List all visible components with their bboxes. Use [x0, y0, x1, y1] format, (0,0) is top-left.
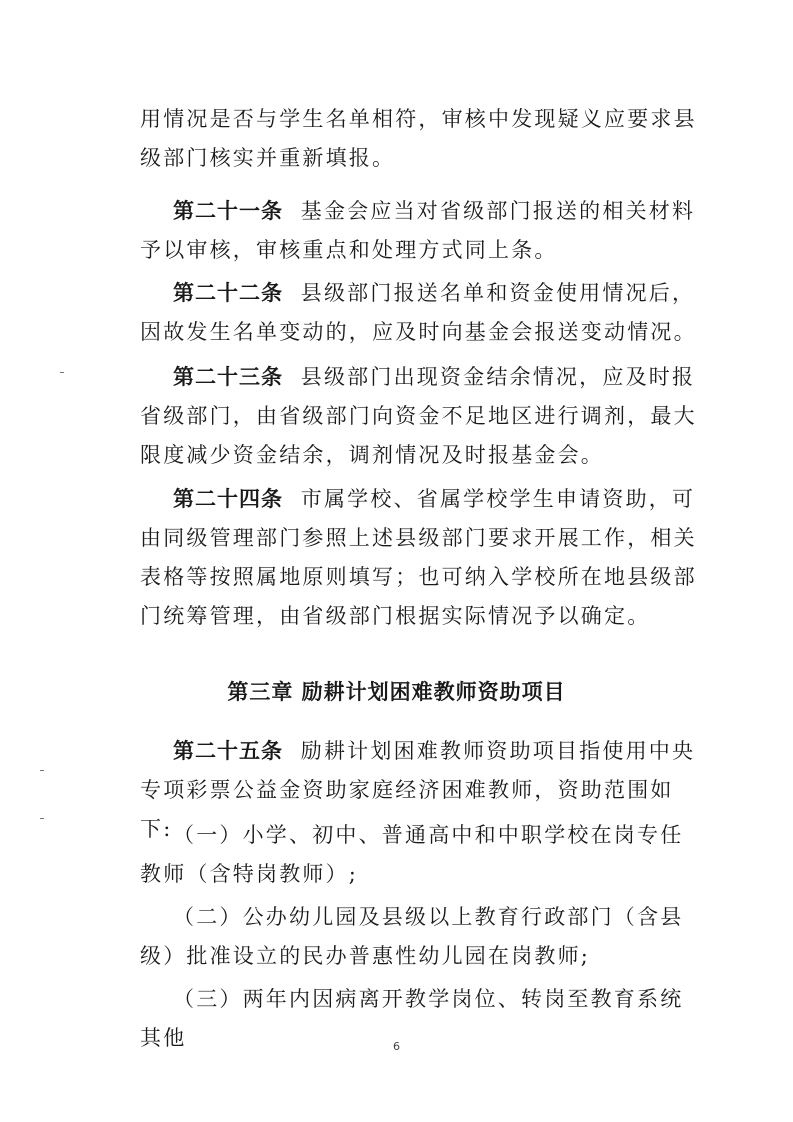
scan-speck — [40, 770, 44, 771]
list-item-text: （一）小学、初中、普通高中和中职学校在岗专任教师（含特岗教师）; — [140, 823, 684, 886]
article-21 — [140, 192, 700, 270]
scan-speck — [40, 818, 44, 819]
list-item-1 — [140, 816, 700, 894]
article-text: 县级部门报送名单和资金使用情况后，因故发生名单变动的，应及时向基金会报送变动情况。 — [140, 281, 697, 344]
article-24 — [140, 480, 700, 636]
article-heading: 第二十三条 — [173, 365, 283, 389]
article-heading: 第二十一条 — [173, 199, 283, 223]
article-22 — [140, 274, 700, 352]
article-text: 励耕计划困难教师资助项目指使用中央专项彩票公益金资助家庭经济困难教师，资助范围如下: — [140, 739, 696, 841]
article-heading: 第二十五条 — [173, 739, 283, 763]
article-heading: 第二十二条 — [173, 281, 283, 305]
paragraph-text: 用情况是否与学生名单相符，审核中发现疑义应要求县级部门核实并重新填报。 — [140, 107, 697, 170]
paragraph-continuation — [140, 100, 700, 178]
chapter-title: 第三章 励耕计划困难教师资助项目 — [227, 680, 566, 704]
article-text: 基金会应当对省级部门报送的相关材料予以审核，审核重点和处理方式同上条。 — [140, 199, 696, 262]
scan-speck — [60, 372, 64, 373]
list-item-2 — [140, 898, 700, 976]
article-heading: 第二十四条 — [173, 487, 283, 511]
article-text: 县级部门出现资金结余情况，应及时报省级部门，由省级部门向资金不足地区进行调剂，最大限度减少资金结余，调剂情况及时报基金会。 — [140, 365, 697, 467]
list-item-text: （二）公办幼儿园及县级以上教育行政部门（含县级）批准设立的民办普惠性幼儿园在岗教师; — [140, 905, 684, 968]
page-number: 6 — [393, 1040, 400, 1053]
article-text: 市属学校、省属学校学生申请资助，可由同级管理部门参照上述县级部门要求开展工作，相关表格等按照属地原则填写；也可纳入学校所在地县级部门统筹管理，由省级部门根据实际情况予以确定。 — [140, 487, 697, 628]
list-item-text: （三）两年内因病离开教学岗位、转岗至教育系统其他 — [140, 987, 684, 1050]
article-23 — [140, 358, 700, 475]
